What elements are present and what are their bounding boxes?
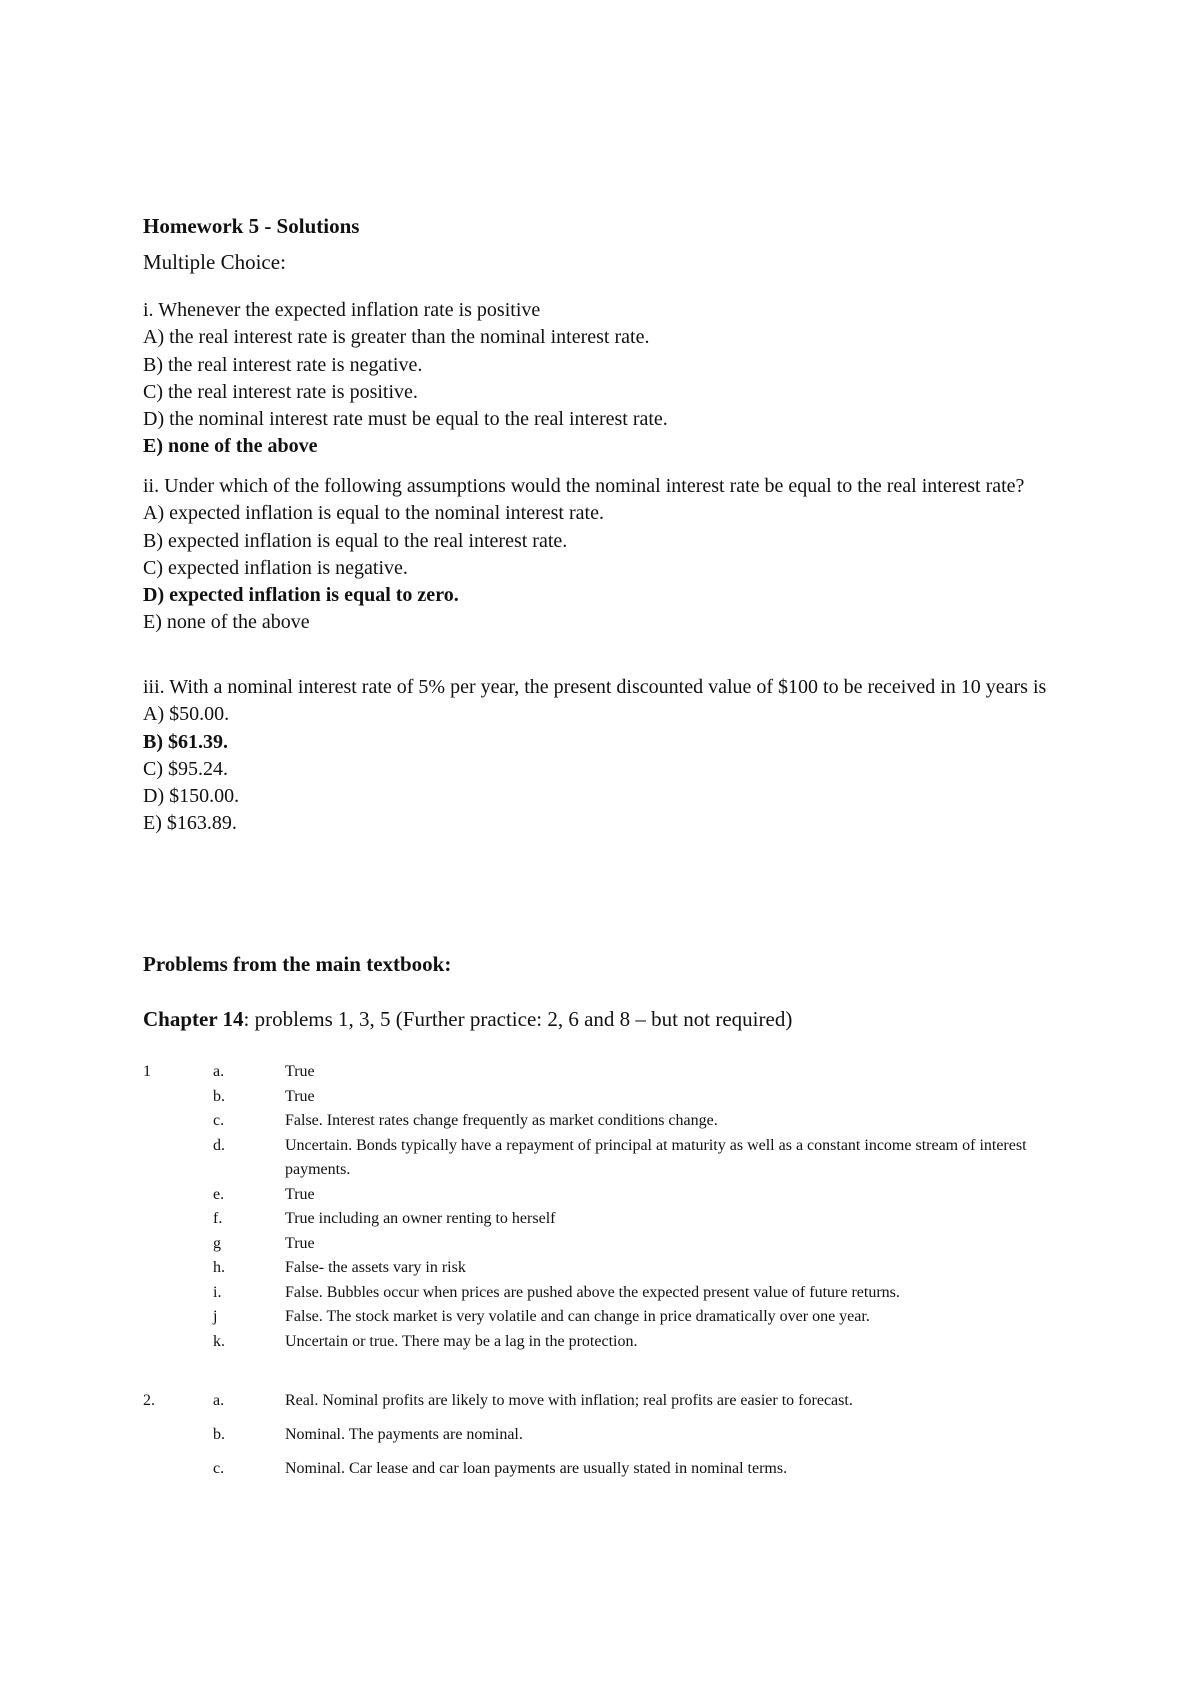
answer-row: [143, 1330, 1103, 1355]
question-2-option-b: B) expected inflation is equal to the real interest rate.: [143, 529, 568, 552]
answer-row: [143, 1085, 1103, 1110]
answer-text: Uncertain or true. There may be a lag in the protection.: [285, 1332, 638, 1350]
question-1: [143, 297, 668, 461]
answer-row: [143, 1183, 1103, 1208]
answer-letter: f.: [213, 1210, 223, 1227]
answer-letter: j: [213, 1308, 218, 1325]
answer-row: [143, 1207, 1103, 1232]
answer-letter: a.: [213, 1392, 225, 1409]
answer-letter: d.: [213, 1136, 225, 1154]
answer-text: False- the assets vary in risk: [285, 1259, 466, 1276]
question-2-option-a: A) expected inflation is equal to the nominal interest rate.: [143, 502, 604, 525]
answer-text: True: [285, 1087, 315, 1105]
document-title: Homework 5 - Solutions: [143, 214, 360, 238]
answer-row: [143, 1232, 1103, 1257]
answer-text: True: [285, 1185, 315, 1203]
question-2-option-e: E) none of the above: [143, 611, 310, 634]
chapter-line: [143, 1005, 792, 1033]
answer-letter: c.: [213, 1112, 225, 1129]
answer-row: [143, 1423, 1103, 1457]
answer-letter: b.: [213, 1087, 225, 1105]
answer-text: False. Bubbles occur when prices are pushed above the expected present value of future returns.: [285, 1283, 900, 1301]
question-1-option-e-correct: E) none of the above: [143, 435, 318, 458]
problems-heading: Problems from the main textbook:: [143, 952, 452, 976]
chapter-label: Chapter 14: [143, 1007, 244, 1031]
answer-letter: e.: [213, 1185, 225, 1203]
problem-1-answers: [143, 1060, 1103, 1354]
question-3-option-e: E) $163.89.: [143, 812, 237, 835]
question-3-option-a: A) $50.00.: [143, 703, 230, 726]
answer-letter: b.: [213, 1426, 225, 1443]
problem-2-answers: [143, 1389, 1103, 1491]
answer-text: True: [285, 1234, 315, 1252]
answer-row: [143, 1256, 1103, 1281]
answer-letter: c.: [213, 1460, 225, 1477]
answer-text: True: [285, 1063, 315, 1080]
question-3-prompt: iii. With a nominal interest rate of 5% per year, the present discounted value of $100 to be received in 10 years is: [143, 676, 1047, 698]
answer-row: [143, 1134, 1103, 1183]
problem-number: 1: [143, 1063, 151, 1080]
question-1-prompt: i. Whenever the expected inflation rate is positive: [143, 299, 541, 321]
answer-row: [143, 1060, 1103, 1085]
question-1-option-a: A) the real interest rate is greater than the nominal interest rate.: [143, 326, 650, 349]
question-2: [143, 473, 1103, 637]
answer-row: [143, 1389, 1103, 1423]
answer-text: Nominal. The payments are nominal.: [285, 1426, 523, 1443]
question-1-option-d: D) the nominal interest rate must be equal to the real interest rate.: [143, 408, 668, 431]
answer-text: False. The stock market is very volatile and can change in price dramatically over one year.: [285, 1308, 870, 1325]
answer-text: Real. Nominal profits are likely to move with inflation; real profits are easier to forecast.: [285, 1392, 853, 1409]
answer-text: True including an owner renting to herself: [285, 1210, 556, 1227]
answer-row: [143, 1305, 1103, 1330]
problem-number: 2.: [143, 1392, 155, 1409]
answer-letter: i.: [213, 1283, 222, 1301]
answer-letter: a.: [213, 1063, 225, 1080]
answer-text: Nominal. Car lease and car loan payments are usually stated in nominal terms.: [285, 1460, 788, 1477]
chapter-problems: : problems 1, 3, 5 (Further practice: 2, 6 and 8 – but not required): [243, 1007, 793, 1031]
multiple-choice-heading: Multiple Choice:: [143, 250, 286, 274]
answer-row: [143, 1281, 1103, 1306]
question-3-option-c: C) $95.24.: [143, 757, 228, 780]
answer-row: [143, 1457, 1103, 1491]
question-2-prompt: ii. Under which of the following assumptions would the nominal interest rate be equal to the real interest rate?: [143, 475, 1025, 497]
question-1-option-b: B) the real interest rate is negative.: [143, 353, 423, 376]
question-3-option-d: D) $150.00.: [143, 785, 240, 808]
question-3-option-b-correct: B) $61.39.: [143, 730, 228, 753]
answer-row: [143, 1109, 1103, 1134]
question-3: [143, 674, 1103, 838]
answer-text: False. Interest rates change frequently as market conditions change.: [285, 1112, 718, 1129]
answer-letter: h.: [213, 1259, 225, 1276]
question-2-option-d-correct: D) expected inflation is equal to zero.: [143, 584, 459, 607]
answer-text: Uncertain. Bonds typically have a repayment of principal at maturity as well as a constant income stream of interest payments.: [285, 1136, 1027, 1178]
answer-letter: k.: [213, 1332, 225, 1350]
question-2-option-c: C) expected inflation is negative.: [143, 556, 408, 579]
question-1-option-c: C) the real interest rate is positive.: [143, 380, 418, 403]
answer-letter: g: [213, 1234, 221, 1252]
